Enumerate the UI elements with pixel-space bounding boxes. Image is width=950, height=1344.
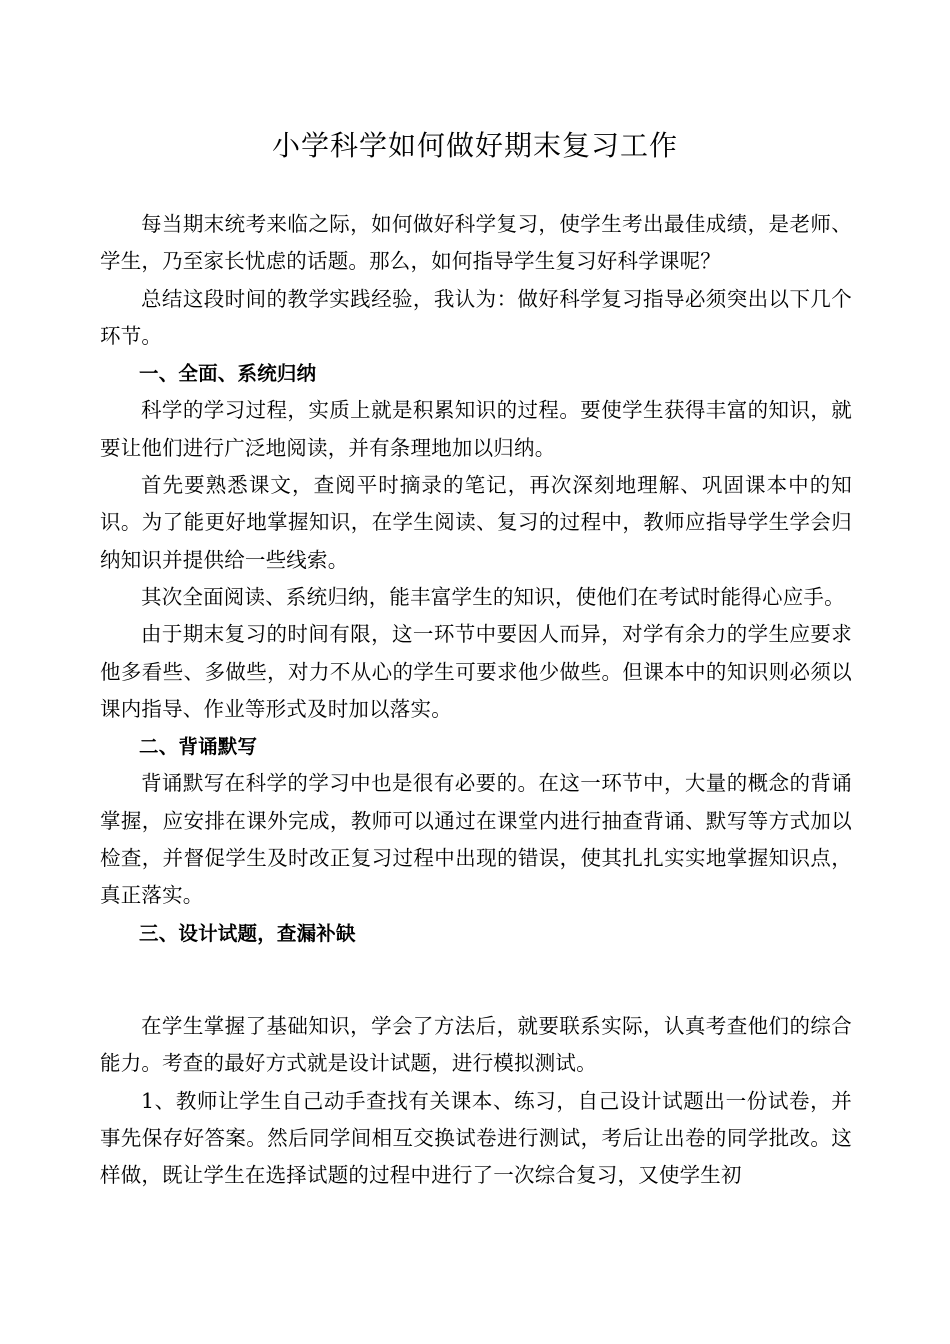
document-title: 小学科学如何做好期末复习工作 <box>271 129 678 162</box>
section1-paragraph-1: 科学的学习过程，实质上就是积累知识的过程。要使学生获得丰富的知识，就要让他们进行广泛地阅读，并有条理地加以归纳。 <box>100 398 852 460</box>
section-heading-3: 三、设计试题，查漏补缺 <box>139 921 356 945</box>
section1-paragraph-2: 首先要熟悉课文，查阅平时摘录的笔记，再次深刻地理解、巩固课本中的知识。为了能更好地掌握知识，在学生阅读、复习的过程中，教师应指导学生学会归纳知识并提供给一些线索。 <box>100 473 852 572</box>
section3-paragraph-1: 在学生掌握了基础知识，学会了方法后，就要联系实际，认真考查他们的综合能力。考查的最好方式就是设计试题，进行模拟测试。 <box>100 1013 852 1076</box>
section3-paragraph-2: 1、教师让学生自己动手查找有关课本、练习，自己设计试题出一份试卷，并事先保存好答案。然后同学间相互交换试卷进行测试，考后让出卷的同学批改。这样做，既让学生在选择试题的过程中进行了一次综合复习，又使学生初 <box>100 1088 852 1188</box>
document-body <box>100 206 852 1194</box>
intro-paragraph-1: 每当期末统考来临之际，如何做好科学复习，使学生考出最佳成绩，是老师、学生，乃至家长忧虑的话题。那么，如何指导学生复习好科学课呢？ <box>100 212 852 274</box>
section2-paragraph-1: 背诵默写在科学的学习中也是很有必要的。在这一环节中，大量的概念的背诵掌握，应安排在课外完成，教师可以通过在课堂内进行抽查背诵、默写等方式加以检查，并督促学生及时改正复习过程中出现的错误，使其扎扎实实地掌握知识点，真正落实。 <box>100 771 852 908</box>
blank-line <box>100 952 852 1008</box>
section-heading-2: 二、背诵默写 <box>139 735 258 759</box>
section1-paragraph-3: 其次全面阅读、系统归纳，能丰富学生的知识，使他们在考试时能得心应手。 <box>141 584 845 609</box>
intro-paragraph-2: 总结这段时间的教学实践经验，我认为：做好科学复习指导必须突出以下几个环节。 <box>100 286 852 348</box>
section-heading-1: 一、全面、系统归纳 <box>139 362 317 386</box>
section1-paragraph-4: 由于期末复习的时间有限，这一环节中要因人而异，对学有余力的学生应要求他多看些、多做些，对力不从心的学生可要求他少做些。但课本中的知识则必须以课内指导、作业等形式及时加以落实。 <box>100 622 852 721</box>
